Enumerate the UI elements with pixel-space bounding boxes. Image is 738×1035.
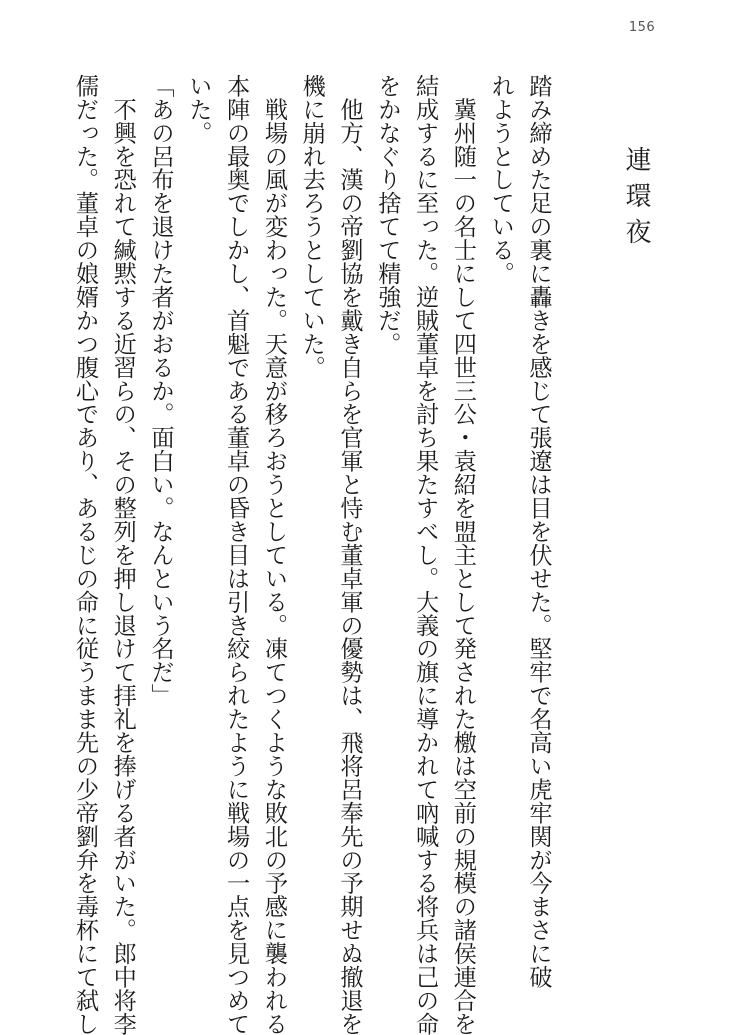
text-line: 戦場の風が変わった。天意が移ろおうとしている。凍てつくような敗北の予感に襲われる (260, 74, 288, 1035)
text-line: 機に崩れ去ろうとしていた。 (298, 74, 326, 379)
text-line: 本陣の最奥でしかし、首魁である董卓の昏き目は引き絞られたように戦場の一点を見つめて (222, 74, 250, 1035)
text-line: 「あの呂布を退けた者がおるか。面白い。なんという名だ」 (147, 74, 175, 708)
text-line: 不興を恐れて緘黙する近習らの、その整列を押し退けて拝礼を捧げる者がいた。郎中将李 (109, 74, 137, 1035)
text-line: れようとしている。 (487, 74, 515, 286)
text-line: 他方、漢の帝劉協を戴き自らを官軍と恃む董卓軍の優勢は、飛将呂奉先の予期せぬ撤退を (336, 74, 364, 1035)
text-line: 儒だった。董卓の娘婿かつ腹心であり、あるじの命に従うまま先の少帝劉弁を毒杯にて弑し (71, 74, 99, 1035)
chapter-title: 連環夜 (621, 146, 651, 254)
text-line: 踏み締めた足の裏に轟きを感じて張遼は目を伏せた。堅牢で名高い虎牢関が今まさに破 (525, 74, 552, 989)
text-line: いた。 (184, 74, 212, 145)
text-line: 冀州随一の名士にして四世三公・袁紹を盟主として発された檄は空前の規模の諸侯連合を (449, 74, 477, 1035)
page-number: 156 (628, 20, 656, 35)
text-line: をかなぐり捨てて精強だ。 (373, 74, 401, 356)
text-line: 結成するに至った。逆賊董卓を討ち果たすべし。大義の旗に導かれて吶喊する将兵は己の命 (411, 74, 439, 1035)
body-text (71, 74, 557, 1035)
